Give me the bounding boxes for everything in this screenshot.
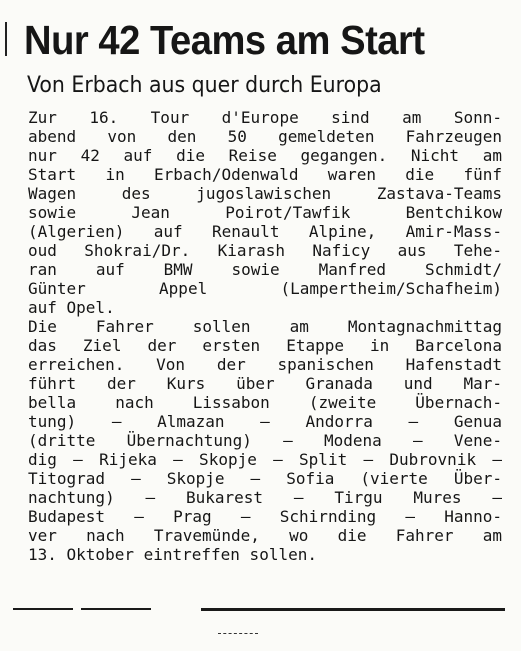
text-line: ran auf BMW sowie Manfred Schmidt/ (28, 260, 502, 279)
text-line: auf Opel. (28, 298, 115, 317)
text-line: Wagen des jugoslawischen Zastava-Teams (28, 184, 502, 203)
text-line: nur 42 auf die Reise gegangen. Nicht am (28, 146, 502, 165)
footer-dash (218, 633, 258, 635)
text-line: dig — Rijeka — Skopje — Split — Dubrovnik — (28, 450, 502, 469)
paragraph-1 (28, 108, 502, 317)
text-line: Start in Erbach/Odenwald waren die fünf (28, 165, 502, 184)
text-line: sowie Jean Poirot/Tawfik Bentchikow (28, 203, 502, 222)
text-line: tung) — Almazan — Andorra — Genua (28, 412, 502, 431)
text-line: erreichen. Von der spanischen Hafenstadt (28, 355, 502, 374)
text-line: Titograd — Skopje — Sofia (vierte Über- (28, 469, 502, 488)
text-line: 13. Oktober eintreffen sollen. (28, 545, 317, 564)
subheadline: Von Erbach aus quer durch Europa (27, 73, 382, 98)
left-margin-rule (5, 22, 7, 56)
text-line: Günter Appel (Lampertheim/Schafheim) (28, 279, 502, 298)
text-line: führt der Kurs über Granada und Mar- (28, 374, 502, 393)
text-line: (Algerien) auf Renault Alpine, Amir-Mass- (28, 222, 502, 241)
text-line: bella nach Lissabon (zweite Übernach- (28, 393, 502, 412)
article-body (28, 108, 502, 564)
paragraph-2 (28, 317, 502, 564)
text-line: abend von den 50 gemeldeten Fahrzeugen (28, 127, 502, 146)
text-line: das Ziel der ersten Etappe in Barcelona (28, 336, 502, 355)
closing-rule (13, 608, 505, 612)
text-line: ver nach Travemünde, wo die Fahrer am (28, 526, 502, 545)
text-line: Zur 16. Tour d'Europe sind am Sonn- (28, 108, 502, 127)
text-line: Budapest — Prag — Schirnding — Hanno- (28, 507, 502, 526)
headline: Nur 42 Teams am Start (24, 17, 425, 63)
text-line: Die Fahrer sollen am Montagnachmittag (28, 317, 502, 336)
text-line: (dritte Übernachtung) — Modena — Vene- (28, 431, 502, 450)
text-line: nachtung) — Bukarest — Tirgu Mures — (28, 488, 502, 507)
text-line: oud Shokrai/Dr. Kiarash Naficy aus Tehe- (28, 241, 502, 260)
